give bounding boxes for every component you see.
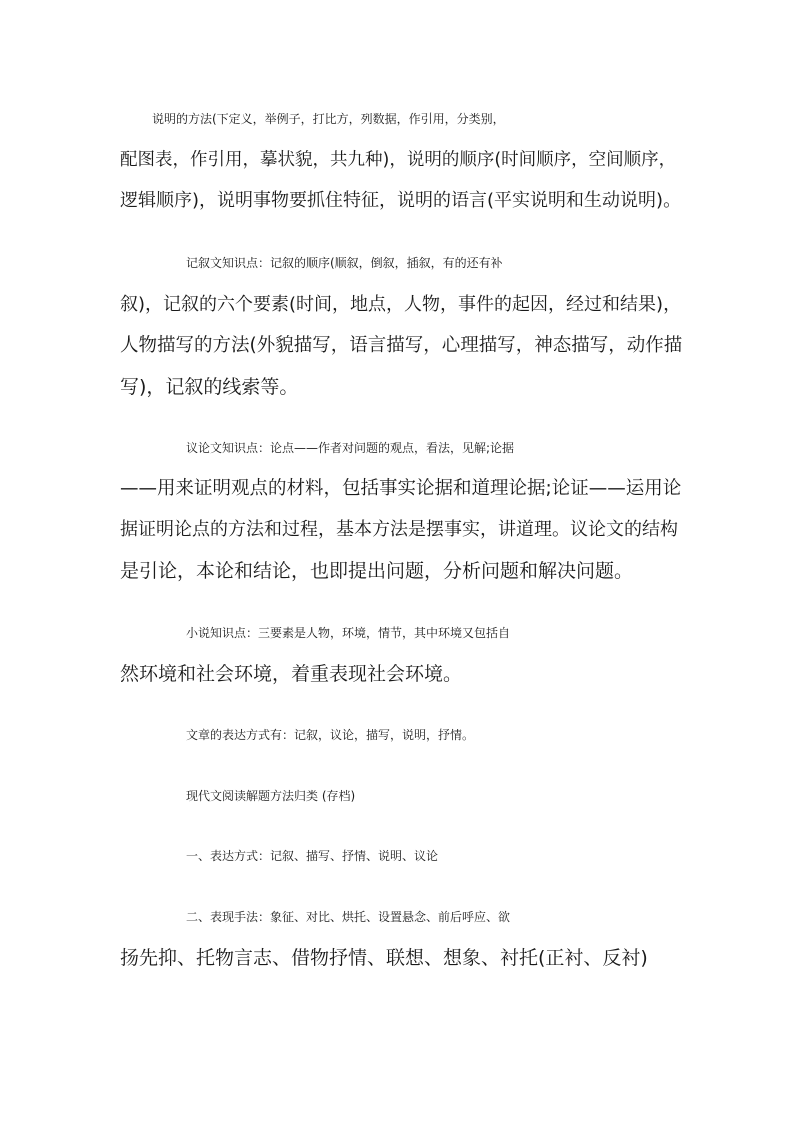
text-line: 写)，记叙的线索等。 xyxy=(120,376,299,398)
text-line: 记叙文知识点：记叙的顺序(顺叙，倒叙，插叙，有的还有补 xyxy=(186,256,503,270)
text-line: 是引论，本论和结论，也即提出问题，分析问题和解决问题。 xyxy=(120,560,634,582)
text-line: 配图表，作引用，摹状貌，共九种)，说明的顺序(时间顺序，空间顺序， xyxy=(120,150,677,170)
text-line: 说明的方法(下定义，举例子，打比方，列数据，作引用，分类别， xyxy=(152,112,505,126)
section-heading: 现代文阅读解题方法归类 (存档) xyxy=(186,789,356,803)
text-line: 然环境和社会环境，着重表现社会环境。 xyxy=(120,663,463,685)
text-line: 扬先抑、托物言志、借物抒情、联想、想象、衬托(正衬、反衬) xyxy=(120,947,648,969)
text-line: 小说知识点：三要素是人物，环境，情节，其中环境又包括自 xyxy=(186,626,511,640)
text-line: 议论文知识点：论点——作者对问题的观点，看法，见解;论据 xyxy=(186,441,515,455)
text-line: ——用来证明观点的材料，包括事实论据和道理论据;论证——运用论 xyxy=(120,478,682,499)
text-line: 逻辑顺序)，说明事物要抓住特征，说明的语言(平实说明和生动说明)。 xyxy=(120,190,682,211)
text-line: 据证明论点的方法和过程，基本方法是摆事实，讲道理。议论文的结构 xyxy=(120,519,678,540)
text-line: 文章的表达方式有：记叙，议论，描写，说明，抒情。 xyxy=(186,728,475,742)
text-line: 叙)，记叙的六个要素(时间，地点，人物，事件的起因，经过和结果)， xyxy=(120,294,682,315)
text-line: 二、表现手法：象征、对比、烘托、设置悬念、前后呼应、欲 xyxy=(186,910,511,924)
text-line: 一、表达方式：记叙、描写、抒情、说明、议论 xyxy=(186,849,439,863)
text-line: 人物描写的方法(外貌描写，语言描写，心理描写，神态描写，动作描 xyxy=(120,335,683,356)
